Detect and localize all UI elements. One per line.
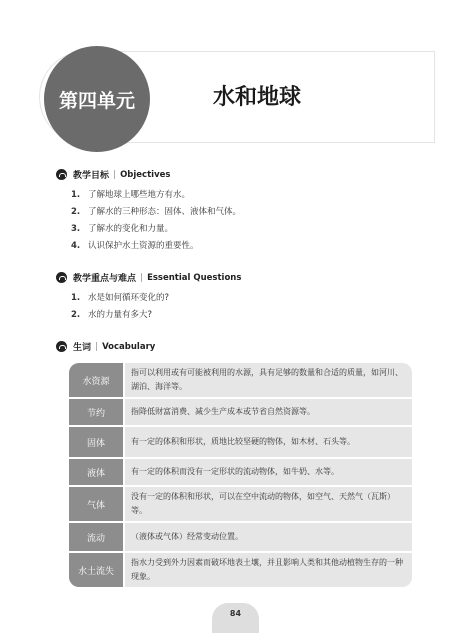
vocab-definition: 有一定的体积和形状，质地比较坚硬的物体，如木材、石头等。: [125, 427, 412, 457]
table-row: [69, 459, 412, 487]
questions-list: [71, 290, 169, 324]
item-number: 2.: [71, 310, 81, 320]
item-number: 3.: [71, 224, 81, 234]
list-item: [71, 187, 241, 204]
section-icon: [56, 341, 67, 352]
table-row: [69, 363, 412, 399]
item-number: 4.: [71, 241, 81, 251]
item-text: 了解地球上哪些地方有水。: [88, 190, 191, 200]
item-text: 了解水的三种形态：固体、液体和气体。: [88, 207, 242, 217]
heading-separator: |: [140, 272, 144, 283]
list-item: [71, 307, 169, 324]
table-row: [69, 523, 412, 553]
heading-separator: |: [113, 169, 117, 180]
section-icon: [56, 272, 67, 283]
vocabulary-heading: [56, 340, 155, 353]
vocabulary-heading-en: Vocabulary: [102, 341, 156, 352]
vocab-definition: 指降低财富消费、减少生产成本或节省自然资源等。: [125, 399, 412, 425]
vocab-term: 固体: [69, 427, 125, 457]
item-text: 认识保护水土资源的重要性。: [88, 241, 199, 251]
vocab-definition: 没有一定的体积和形状，可以在空中流动的物体，如空气、天然气（瓦斯）等。: [125, 487, 412, 521]
unit-badge: [44, 46, 150, 152]
unit-label: 第四单元: [58, 89, 135, 112]
item-number: 1.: [71, 293, 81, 303]
item-text: 了解水的变化和力量。: [88, 224, 174, 234]
section-icon: [56, 169, 67, 180]
vocab-term: 水土流失: [69, 553, 125, 587]
vocab-definition: 有一定的体积而没有一定形状的流动物体，如牛奶、水等。: [125, 459, 412, 485]
heading-separator: |: [95, 341, 99, 352]
questions-heading-cn: 教学重点与难点: [73, 274, 137, 284]
item-number: 2.: [71, 207, 81, 217]
table-row: [69, 399, 412, 427]
list-item: [71, 204, 241, 221]
questions-heading-en: Essential Questions: [147, 272, 242, 283]
vocabulary-table: [69, 363, 412, 587]
item-number: 1.: [71, 190, 81, 200]
vocab-term: 节约: [69, 399, 125, 425]
objectives-list: [71, 187, 241, 255]
objectives-heading-en: Objectives: [120, 169, 171, 180]
vocab-term: 液体: [69, 459, 125, 485]
page-title: 水和地球: [213, 85, 302, 110]
item-text: 水的力量有多大?: [88, 310, 153, 320]
page-number: 84: [212, 603, 259, 633]
vocab-term: 水资源: [69, 363, 125, 397]
list-item: [71, 290, 169, 307]
list-item: [71, 238, 241, 255]
table-row: [69, 427, 412, 459]
vocab-definition: 指水力受到外力因素而破坏地表土壤，并且影响人类和其他动植物生存的一种现象。: [125, 553, 412, 587]
vocab-definition: 指可以利用或有可能被利用的水源，具有足够的数量和合适的质量，如河川、湖泊、海洋等。: [125, 363, 412, 397]
item-text: 水是如何循环变化的?: [88, 293, 170, 303]
table-row: [69, 553, 412, 587]
list-item: [71, 221, 241, 238]
objectives-heading: [56, 168, 170, 181]
vocab-term: 流动: [69, 523, 125, 551]
objectives-heading-cn: 教学目标: [73, 171, 110, 181]
vocab-term: 气体: [69, 487, 125, 521]
table-row: [69, 487, 412, 523]
vocabulary-heading-cn: 生词: [73, 343, 92, 353]
questions-heading: [56, 271, 241, 284]
vocab-definition: （液体或气体）经常变动位置。: [125, 523, 412, 551]
